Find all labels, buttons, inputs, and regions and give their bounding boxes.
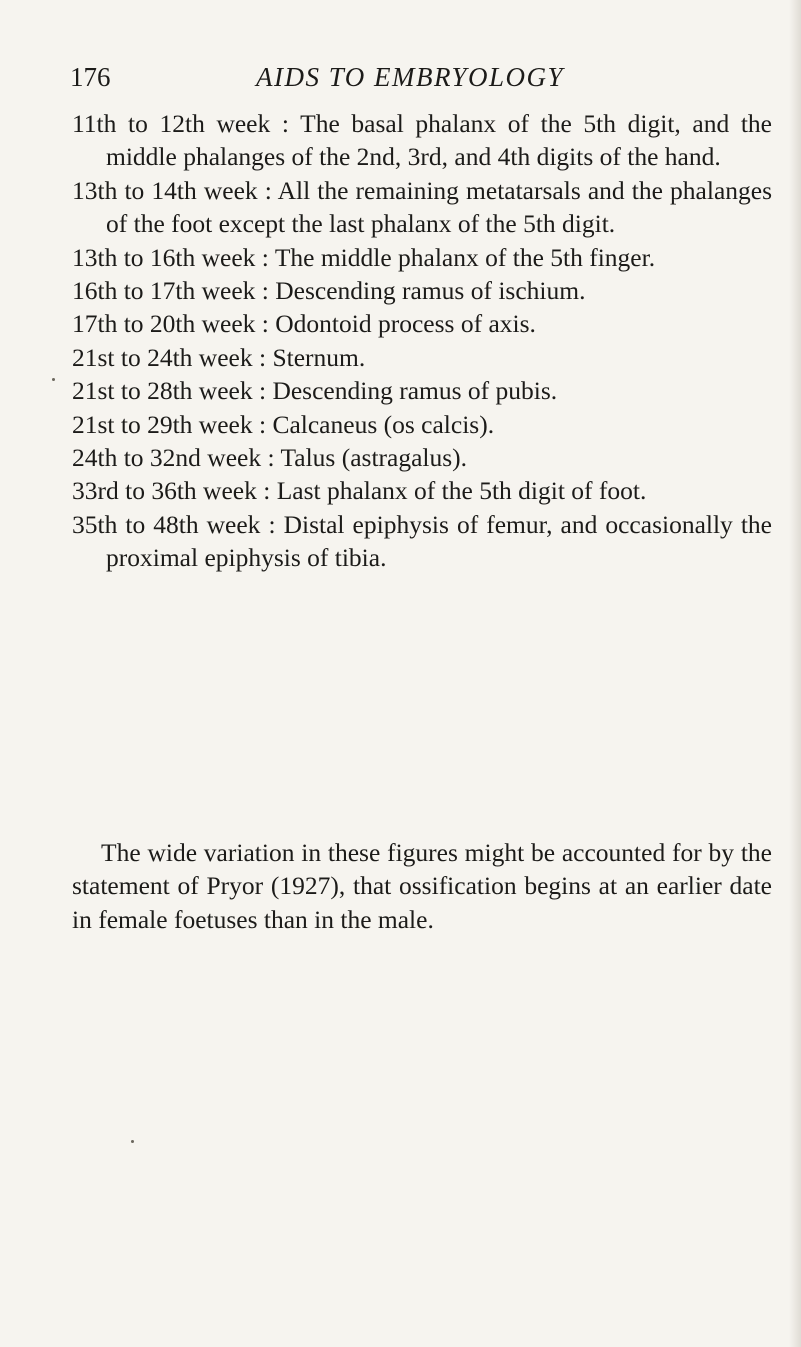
week-range: 13th to 14th week : [72,175,272,205]
week-range: 24th to 32nd week : [72,443,275,473]
running-title: AIDS TO EMBRYOLOGY [256,62,565,92]
list-item [72,408,772,441]
entry-text: Calcaneus (os calcis). [272,409,495,439]
paper-speck [52,378,55,381]
entry-text: Distal epiphysis of femur, and occasionally the proximal epiphysis of tibia. [106,509,773,573]
week-range: 21st to 29th week : [72,409,267,439]
list-item [72,174,772,241]
entry-text: Sternum. [272,342,366,372]
week-range: 16th to 17th week : [72,276,269,306]
page-edge-shadow [789,0,801,1347]
entry-text: Talus (astragalus). [280,443,468,473]
list-item [72,241,772,274]
running-head [70,57,770,97]
week-range: 13th to 16th week : [72,242,269,272]
entry-text: Odontoid process of axis. [275,309,536,339]
entry-text: The basal phalanx of the 5th digit, and the middle phalanges of the 2nd, 3rd, and 4th digits of the hand. [106,109,772,172]
week-range: 21st to 28th week : [72,376,267,406]
entry-text: Descending ramus of pubis. [272,376,558,406]
week-range: 17th to 20th week : [72,309,269,339]
list-item [72,341,772,374]
week-range: 35th to 48th week : [72,509,276,539]
entry-text: Last phalanx of the 5th digit of foot. [276,476,647,506]
ossification-list [72,107,772,575]
week-range: 21st to 24th week : [72,342,267,372]
list-item [72,474,772,507]
entry-text: The middle phalanx of the 5th finger. [274,242,656,272]
list-item [72,274,772,307]
list-item [72,441,772,474]
list-item [72,107,772,174]
body-paragraph: The wide variation in these figures might be accounted for by the statement of Pryor (1927), that ossification begins at an earlier date in female foetuses than in the male. [72,838,772,934]
paper-speck [131,1140,134,1143]
week-range: 33rd to 36th week : [72,476,271,506]
entry-text: Descending ramus of ischium. [275,276,586,306]
list-item [72,374,772,407]
page-number: 176 [70,62,111,92]
week-range: 11th to 12th week : [72,109,289,138]
list-item [72,307,772,340]
list-item [72,508,772,575]
entry-text: All the remaining metatarsals and the phalanges of the foot except the last phalanx of the 5th digit. [106,175,773,239]
